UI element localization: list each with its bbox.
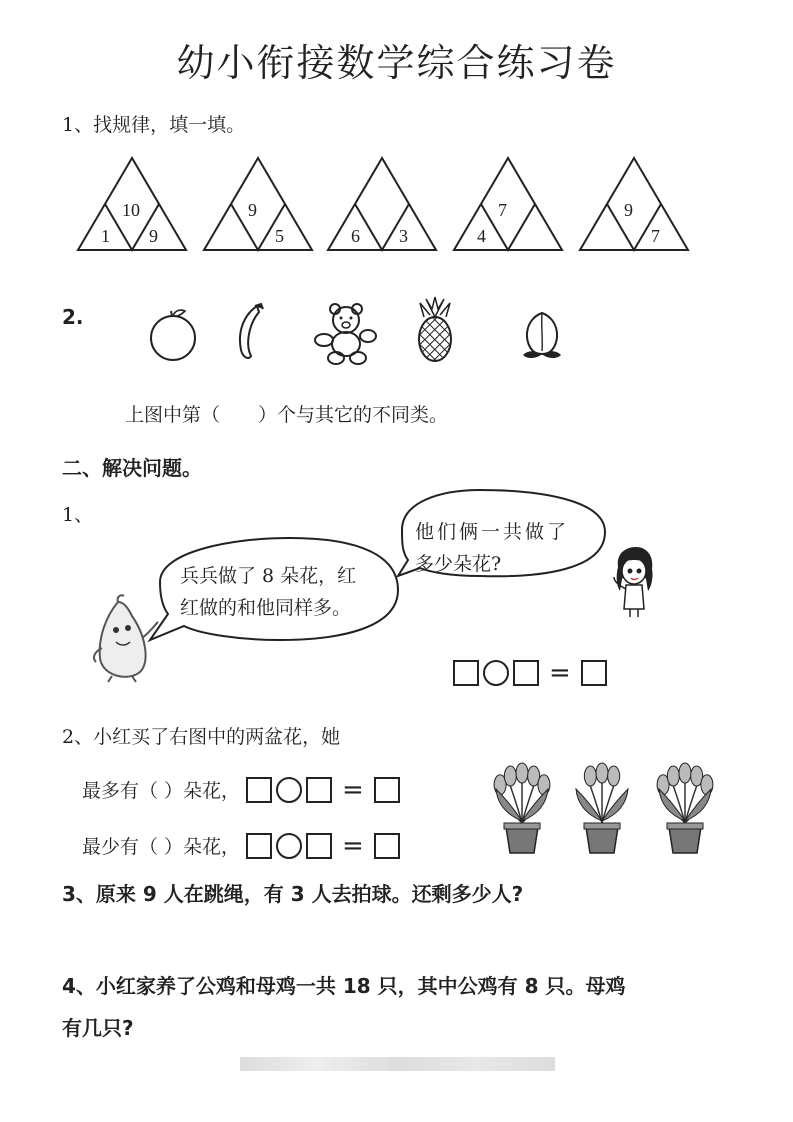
result-box[interactable] [581, 660, 607, 686]
triangle-top-number: 10 [122, 200, 140, 220]
number-triangle [328, 158, 436, 250]
pear-character-icon [88, 592, 168, 684]
answer-box[interactable] [453, 660, 479, 686]
triangle-right-number: 5 [275, 226, 284, 246]
equation-template-2 [246, 774, 400, 805]
flower-pot-icon [576, 763, 628, 853]
triangle-pattern [70, 150, 700, 260]
problem-2-least-text: 最少有（ ）朵花， [82, 836, 241, 858]
problem-2-most-row [82, 776, 400, 803]
problem-2-least-row [82, 832, 400, 859]
equation-template-3 [246, 830, 400, 861]
problem-2-text: 2、小红买了右图中的两盆花，她 [62, 726, 341, 748]
answer-box[interactable] [306, 777, 332, 803]
equals-sign: = [549, 658, 571, 688]
flower-pot-icon [494, 763, 550, 853]
number-triangle [580, 158, 688, 250]
question-1-label: 1、找规律，填一填。 [62, 114, 246, 136]
bubble-left-line-1: 兵兵做了 8 朵花，红 [180, 565, 357, 587]
answer-box[interactable] [246, 777, 272, 803]
number-triangle [204, 158, 312, 250]
question-2-text: 上图中第（ ）个与其它的不同类。 [125, 404, 449, 426]
triangle-top-number: 9 [248, 200, 257, 220]
bubble-left-line-2: 红做的和他同样多。 [180, 597, 352, 619]
operator-circle[interactable] [483, 660, 509, 686]
triangle-right-number: 3 [399, 226, 408, 246]
girl-character-icon [610, 545, 658, 620]
triangle-left-number: 4 [477, 226, 486, 246]
result-box[interactable] [374, 777, 400, 803]
problem-4-line-2-clipped [62, 1012, 134, 1040]
teddy-bear-icon [310, 298, 380, 366]
watermark-bar [240, 1057, 555, 1071]
problem-4-line-1: 4、小红家养了公鸡和母鸡一共 18 只，其中公鸡有 8 只。母鸡 [62, 974, 626, 998]
triangle-right-number: 9 [149, 226, 158, 246]
result-box[interactable] [374, 833, 400, 859]
question-2-label: 2. [62, 305, 84, 329]
peach-icon [515, 305, 570, 365]
equation-template-1 [453, 660, 607, 686]
answer-box[interactable] [306, 833, 332, 859]
equals-sign: = [342, 830, 364, 861]
triangle-left-number: 6 [351, 226, 360, 246]
pineapple-icon [410, 295, 460, 365]
triangle-left-number: 1 [101, 226, 110, 246]
orange-icon [145, 305, 205, 365]
problem-3-text: 3、原来 9 人在跳绳，有 3 人去拍球。还剩多少人? [62, 882, 524, 906]
banana-icon [225, 300, 275, 365]
section-2-heading: 二、解决问题。 [62, 456, 202, 480]
triangle-inner-lines [481, 204, 535, 250]
equals-sign: = [342, 774, 364, 805]
bubble-right-line-1: 他们俩一共做了 [415, 521, 570, 543]
bubble-right-line-2: 多少朵花? [415, 553, 502, 575]
triangle-top-number: 7 [498, 200, 507, 220]
answer-box[interactable] [246, 833, 272, 859]
triangle-right-number: 7 [651, 226, 660, 246]
operator-circle[interactable] [276, 777, 302, 803]
operator-circle[interactable] [276, 833, 302, 859]
triangle-top-number: 9 [624, 200, 633, 220]
page-title: 幼小衔接数学综合练习卷 [176, 41, 617, 85]
problem-4-line-2: 有几只? [62, 1016, 134, 1040]
problem-1-label: 1、 [62, 504, 94, 526]
number-triangle [454, 158, 562, 250]
answer-box[interactable] [513, 660, 539, 686]
problem-2-most-text: 最多有（ ）朵花， [82, 780, 241, 802]
flower-pot-icon [657, 763, 713, 853]
flower-pots-illustration [480, 745, 750, 860]
